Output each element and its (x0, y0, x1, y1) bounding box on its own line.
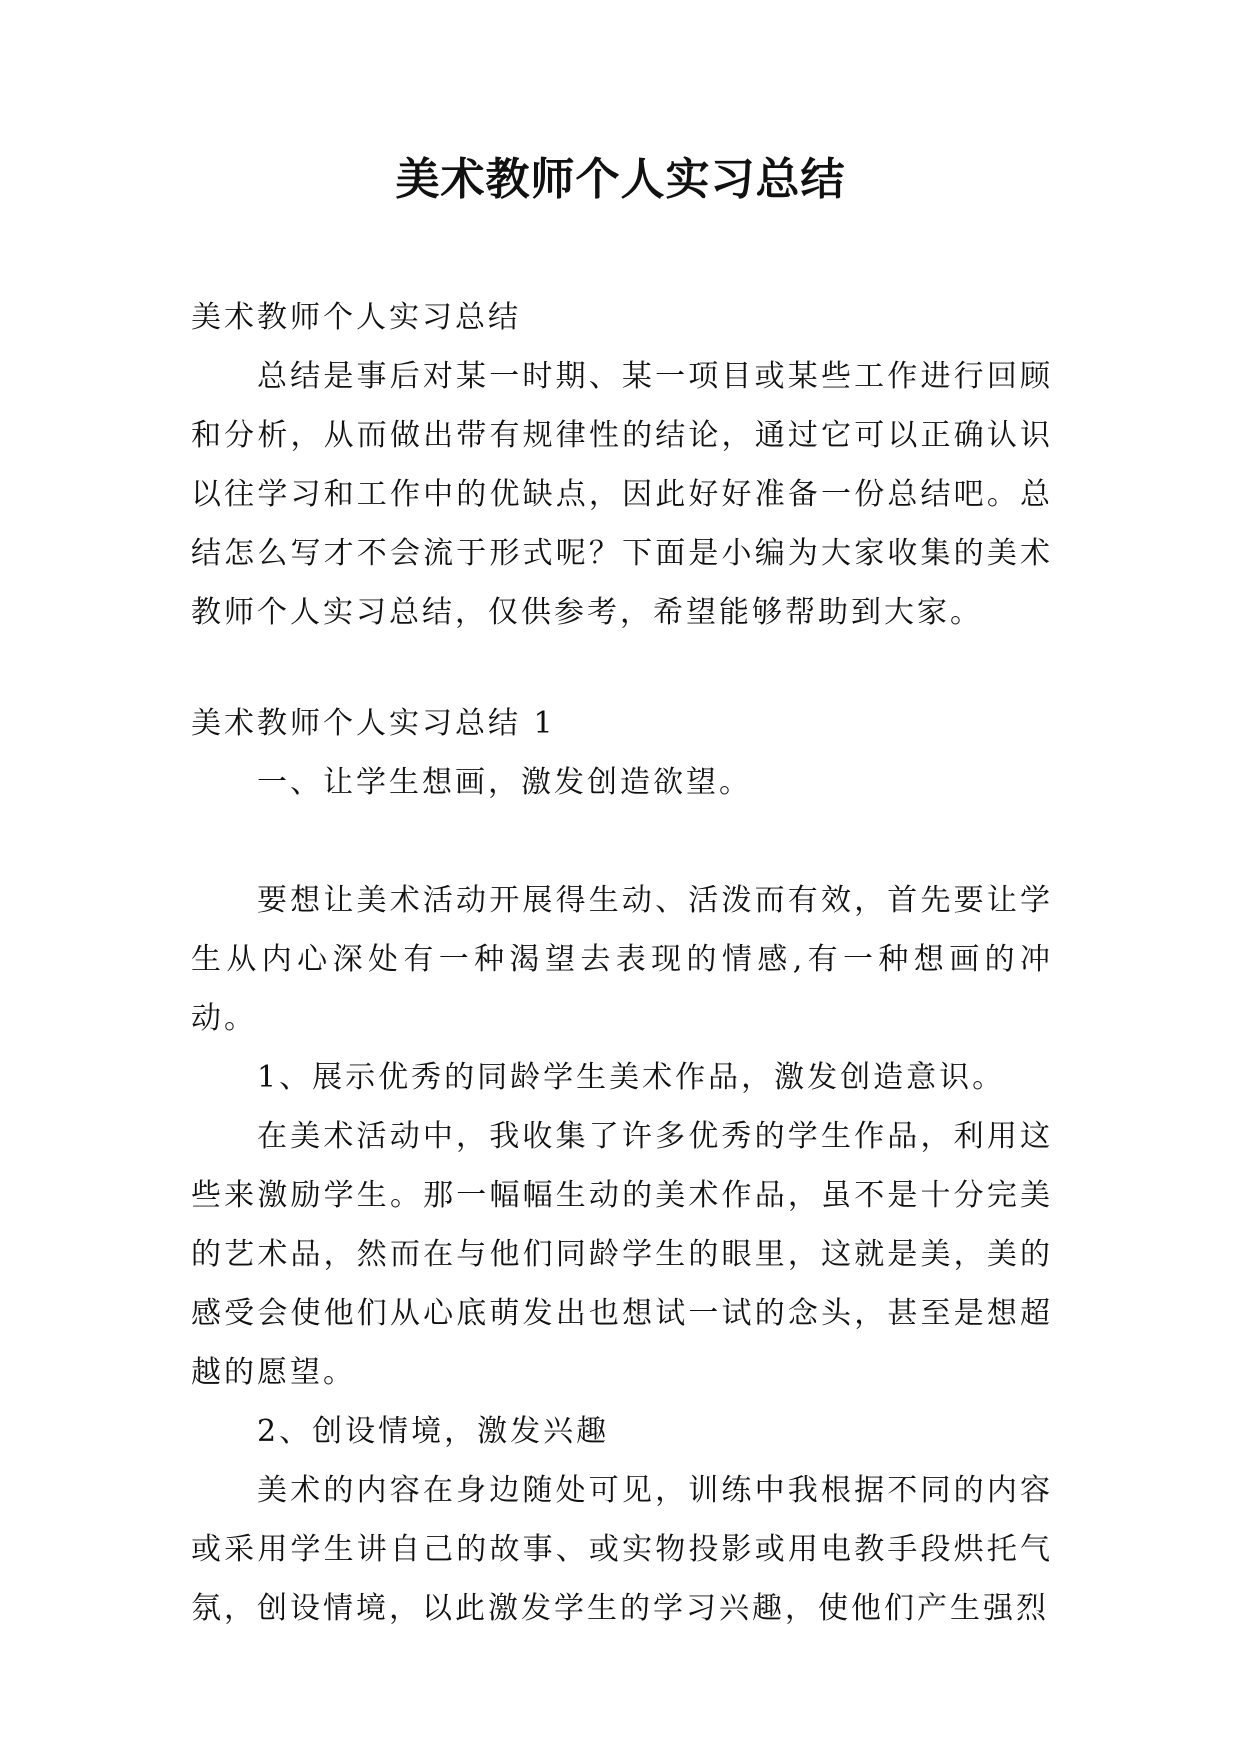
list-item-1: 1、展示优秀的同龄学生美术作品，激发创造意识。 (257, 1060, 1006, 1095)
section-heading: 美术教师个人实习总结 1 (191, 706, 556, 741)
body-paragraph-1: 要想让美术活动开展得生动、活泼而有效，首先要让学生从内心深处有一种渴望去表现的情感,有一种想画的冲动。 (191, 883, 1053, 1036)
body-paragraph-3: 美术的内容在身边随处可见，训练中我根据不同的内容或采用学生讲自己的故事、或实物投影或用电教手段烘托气氛，创设情境，以此激发学生的学习兴趣，使他们产生强烈 (191, 1473, 1053, 1626)
point-one-heading: 一、让学生想画，激发创造欲望。 (257, 765, 752, 800)
body-paragraph-2: 在美术活动中，我收集了许多优秀的学生作品，利用这些来激励学生。那一幅幅生动的美术作品，虽不是十分完美的艺术品，然而在与他们同龄学生的眼里，这就是美，美的感受会使他们从心底萌发出也想试一试的念头，甚至是想超越的愿望。 (191, 1119, 1053, 1390)
document-body (191, 288, 1053, 1638)
document-subtitle: 美术教师个人实习总结 (191, 300, 521, 335)
intro-paragraph: 总结是事后对某一时期、某一项目或某些工作进行回顾和分析，从而做出带有规律性的结论，通过它可以正确认识以往学习和工作中的优缺点，因此好好准备一份总结吧。总结怎么写才不会流于形式呢？下面是小编为大家收集的美术教师个人实习总结，仅供参考，希望能够帮助到大家。 (191, 359, 1053, 630)
document-title: 美术教师个人实习总结 (395, 154, 846, 205)
list-item-2: 2、创设情境，激发兴趣 (257, 1414, 610, 1449)
